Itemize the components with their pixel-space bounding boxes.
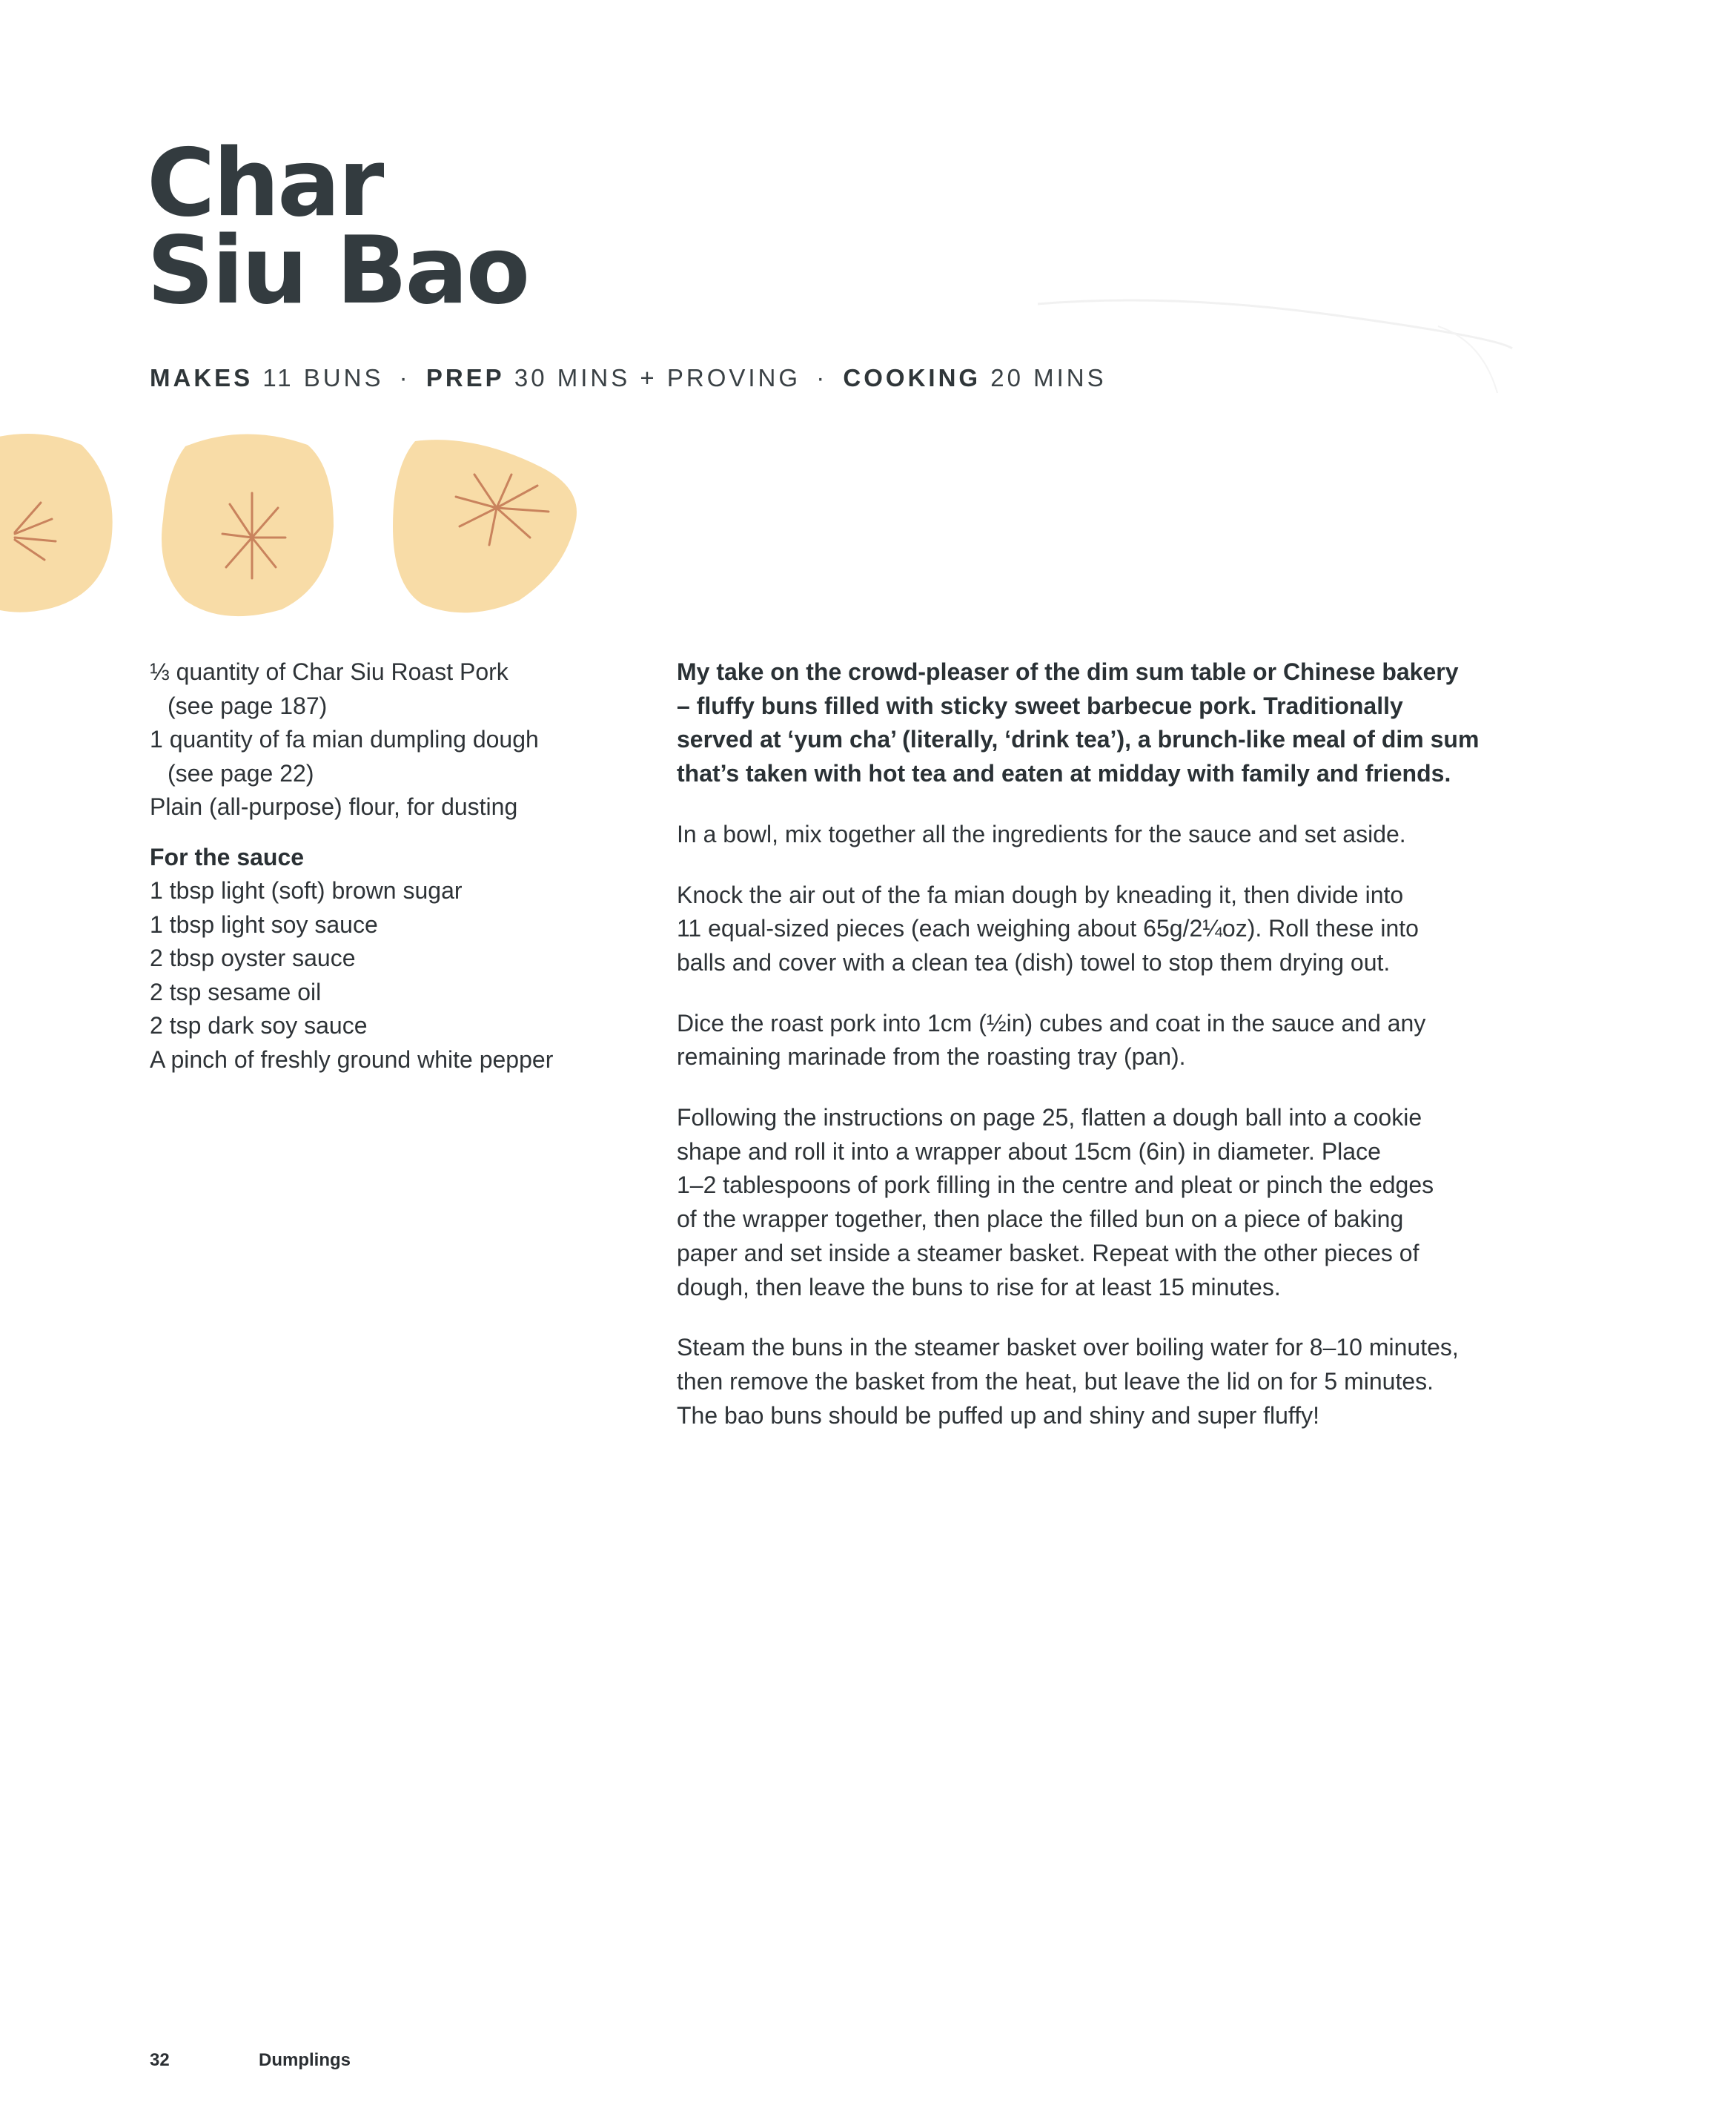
bun-icon <box>0 434 113 612</box>
step-line: Steam the buns in the steamer basket over boiling water for 8–10 minutes, <box>677 1334 1459 1361</box>
method-step <box>677 1101 1485 1304</box>
intro-line: served at ‘yum cha’ (literally, ‘drink tea’), a brunch-like meal of dim sum <box>677 726 1480 753</box>
cooking-value: 20 MINS <box>990 364 1107 391</box>
intro-line: My take on the crowd-pleaser of the dim sum table or Chinese bakery <box>677 658 1459 685</box>
method-step <box>677 879 1485 980</box>
method-step <box>677 1331 1485 1432</box>
step-line: then remove the basket from the heat, but leave the lid on for 5 minutes. <box>677 1367 1434 1395</box>
step-line: The bao buns should be puffed up and shiny and super fluffy! <box>677 1401 1320 1429</box>
step-line: 11 equal-sized pieces (each weighing about 65g/2¼oz). Roll these into <box>677 915 1419 942</box>
makes-value: 11 BUNS <box>262 364 384 391</box>
method-step <box>677 1007 1485 1074</box>
meta-separator: · <box>399 364 411 391</box>
paper-smudge <box>1023 282 1527 408</box>
intro-line: that’s taken with hot tea and eaten at midday with family and friends. <box>677 760 1451 787</box>
ingredients-list <box>150 655 624 1077</box>
recipe-title <box>147 128 529 325</box>
step-line: 1–2 tablespoons of pork filling in the centre and pleat or pinch the edges <box>677 1171 1434 1199</box>
step-line: of the wrapper together, then place the filled bun on a piece of baking <box>677 1206 1404 1233</box>
ingredient-line: Plain (all-purpose) flour, for dusting <box>150 793 518 820</box>
step-line: balls and cover with a clean tea (dish) towel to stop them drying out. <box>677 948 1391 976</box>
step-line: Following the instructions on page 25, flatten a dough ball into a cookie <box>677 1104 1422 1131</box>
step-line: Knock the air out of the fa mian dough by kneading it, then divide into <box>677 881 1404 908</box>
step-line: Dice the roast pork into 1cm (½in) cubes and coat in the sauce and any <box>677 1009 1426 1037</box>
recipe-meta <box>150 364 1107 392</box>
prep-value: 30 MINS + PROVING <box>514 364 801 391</box>
prep-label: PREP <box>425 364 505 391</box>
step-line: shape and roll it into a wrapper about 15cm (6in) in diameter. Place <box>677 1137 1381 1165</box>
sauce-ingredient: 1 tbsp light (soft) brown sugar <box>150 877 463 904</box>
step-line: paper and set inside a steamer basket. Repeat with the other pieces of <box>677 1239 1419 1266</box>
sauce-heading: For the sauce <box>150 843 305 870</box>
method-text <box>677 655 1485 1459</box>
bun-icon <box>393 440 577 612</box>
cooking-label: COOKING <box>843 364 981 391</box>
ingredient-line: (see page 22) <box>168 759 314 787</box>
section-name: Dumplings <box>259 2050 351 2070</box>
method-step <box>677 818 1485 852</box>
step-line: dough, then leave the buns to rise for at least 15 minutes. <box>677 1273 1281 1300</box>
page-number: 32 <box>150 2050 170 2070</box>
ingredient-line: (see page 187) <box>168 692 328 719</box>
step-line: remaining marinade from the roasting tray (pan). <box>677 1043 1186 1071</box>
sauce-ingredient: 2 tbsp oyster sauce <box>150 945 356 971</box>
intro-paragraph <box>677 655 1485 791</box>
makes-label: MAKES <box>150 364 254 391</box>
sauce-ingredient: 1 tbsp light soy sauce <box>150 910 378 938</box>
sauce-ingredient: 2 tsp dark soy sauce <box>150 1012 368 1039</box>
ingredient-line: ⅓ quantity of Char Siu Roast Pork <box>150 658 508 685</box>
ingredient-line: 1 quantity of fa mian dumpling dough <box>150 726 539 753</box>
intro-line: – fluffy buns filled with sticky sweet barbecue pork. Traditionally <box>677 692 1403 719</box>
recipe-title-line-1: Char <box>147 128 382 237</box>
bun-icon <box>162 434 334 616</box>
recipe-title-line-2: Siu Bao <box>147 216 529 325</box>
sauce-ingredient: 2 tsp sesame oil <box>150 978 322 1005</box>
step-line: In a bowl, mix together all the ingredients for the sauce and set aside. <box>677 820 1406 847</box>
bao-buns-illustration <box>0 415 593 630</box>
meta-separator: · <box>816 364 828 391</box>
sauce-ingredient: A pinch of freshly ground white pepper <box>150 1045 554 1073</box>
